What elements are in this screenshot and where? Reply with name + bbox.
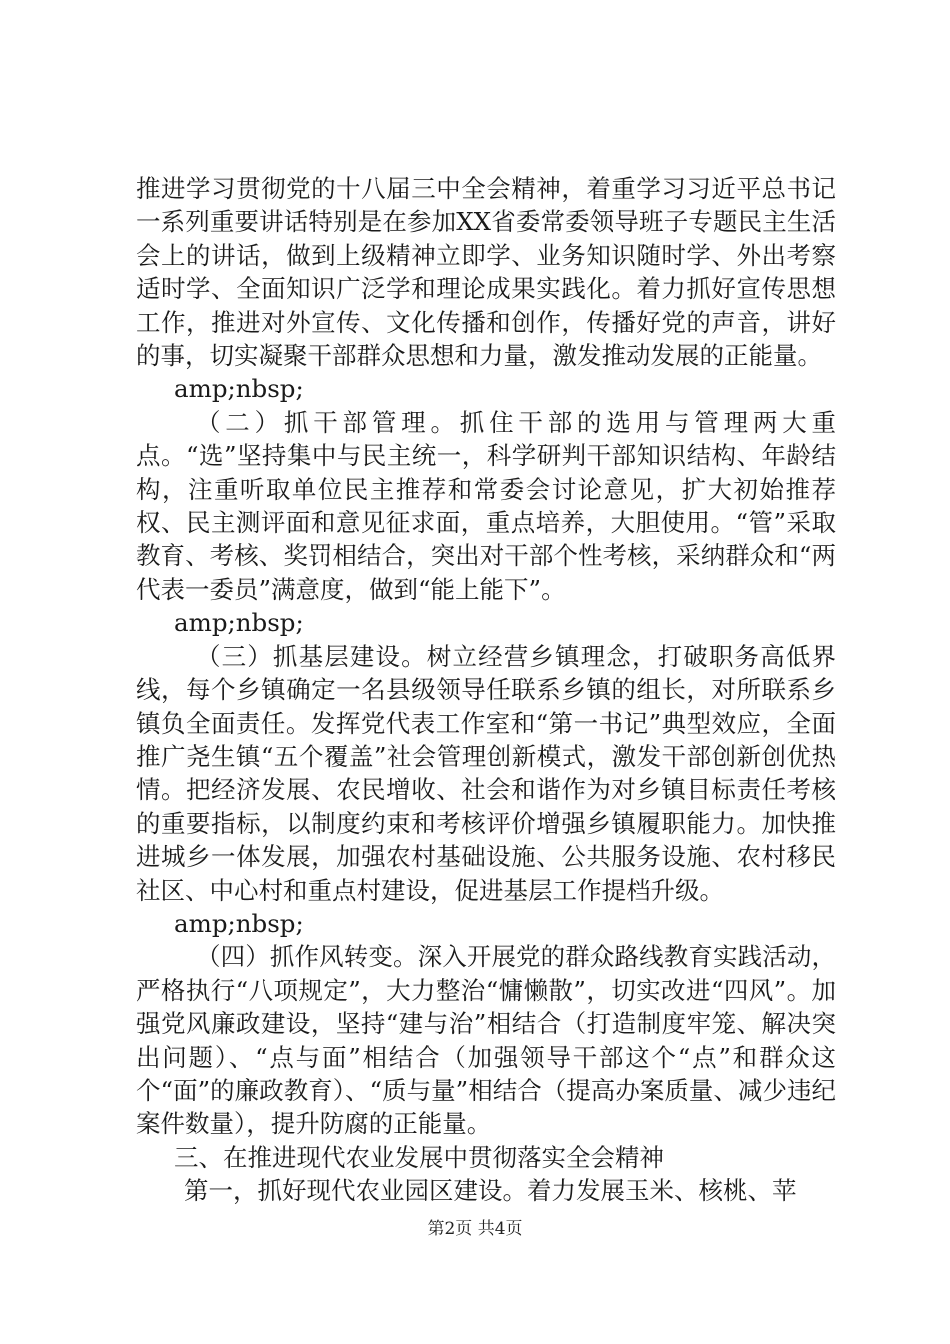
paragraph-work-style: （四）抓作风转变。深入开展党的群众路线教育实践活动，严格执行“八项规定”，大力整治“慵懒散”，切实改进“四风”。加强党风廉政建设，坚持“建与治”相结合（打造制度牢笼、解决突出问题）、“点与面”相结合（加强领导干部这个“点”和群众这个“面”的廉政教育）、“质与量”相结合（提高办案质量、减少违纪案件数量），提升防腐的正能量。 [136,942,836,1139]
paragraph-cadre-management: （二）抓干部管理。抓住干部的选用与管理两大重点。“选”坚持集中与民主统一，科学研判干部知识结构、年龄结构，注重听取单位民主推荐和常委会讨论意见，扩大初始推荐权、民主测评面和意见征求面，重点培养，大胆使用。“管”采取教育、考核、奖罚相结合，突出对干部个性考核，采纳群众和“两代表一委员”满意度，做到“能上能下”。 [136,407,836,604]
document-body [136,172,836,1208]
nbsp-artifact-line: amp;nbsp; [174,608,304,638]
nbsp-artifact-line: amp;nbsp; [174,908,304,938]
section-heading-agriculture: 三、在推进现代农业发展中贯彻落实全会精神 [174,1142,664,1172]
paragraph-grassroots-building: （三）抓基层建设。树立经营乡镇理念，打破职务高低界线，每个乡镇确定一名县级领导任联系乡镇的组长，对所联系乡镇负全面责任。发挥党代表工作室和“第一书记”典型效应，全面推广尧生镇“五个覆盖”社会管理创新模式，激发干部创新创优热情。把经济发展、农民增收、社会和谐作为对乡镇目标责任考核的重要指标，以制度约束和考核评价增强乡镇履职能力。加快推进城乡一体发展，加强农村基础设施、公共服务设施、农村移民社区、中心村和重点村建设，促进基层工作提档升级。 [136,641,836,905]
page-footer: 第2页 共4页 [427,1219,523,1239]
paragraph-study-spirit: 推进学习贯彻党的十八届三中全会精神，着重学习习近平总书记一系列重要讲话特别是在参加XX省委常委领导班子专题民主生活会上的讲话，做到上级精神立即学、业务知识随时学、外出考察适时学、全面知识广泛学和理论成果实践化。着力抓好宣传思想工作，推进对外宣传、文化传播和创作，传播好党的声音，讲好的事，切实凝聚干部群众思想和力量，激发推动发展的正能量。 [136,174,836,371]
nbsp-artifact-line: amp;nbsp; [174,374,304,404]
paragraph-agri-park: 第一，抓好现代农业园区建设。着力发展玉米、核桃、苹 [184,1176,797,1206]
